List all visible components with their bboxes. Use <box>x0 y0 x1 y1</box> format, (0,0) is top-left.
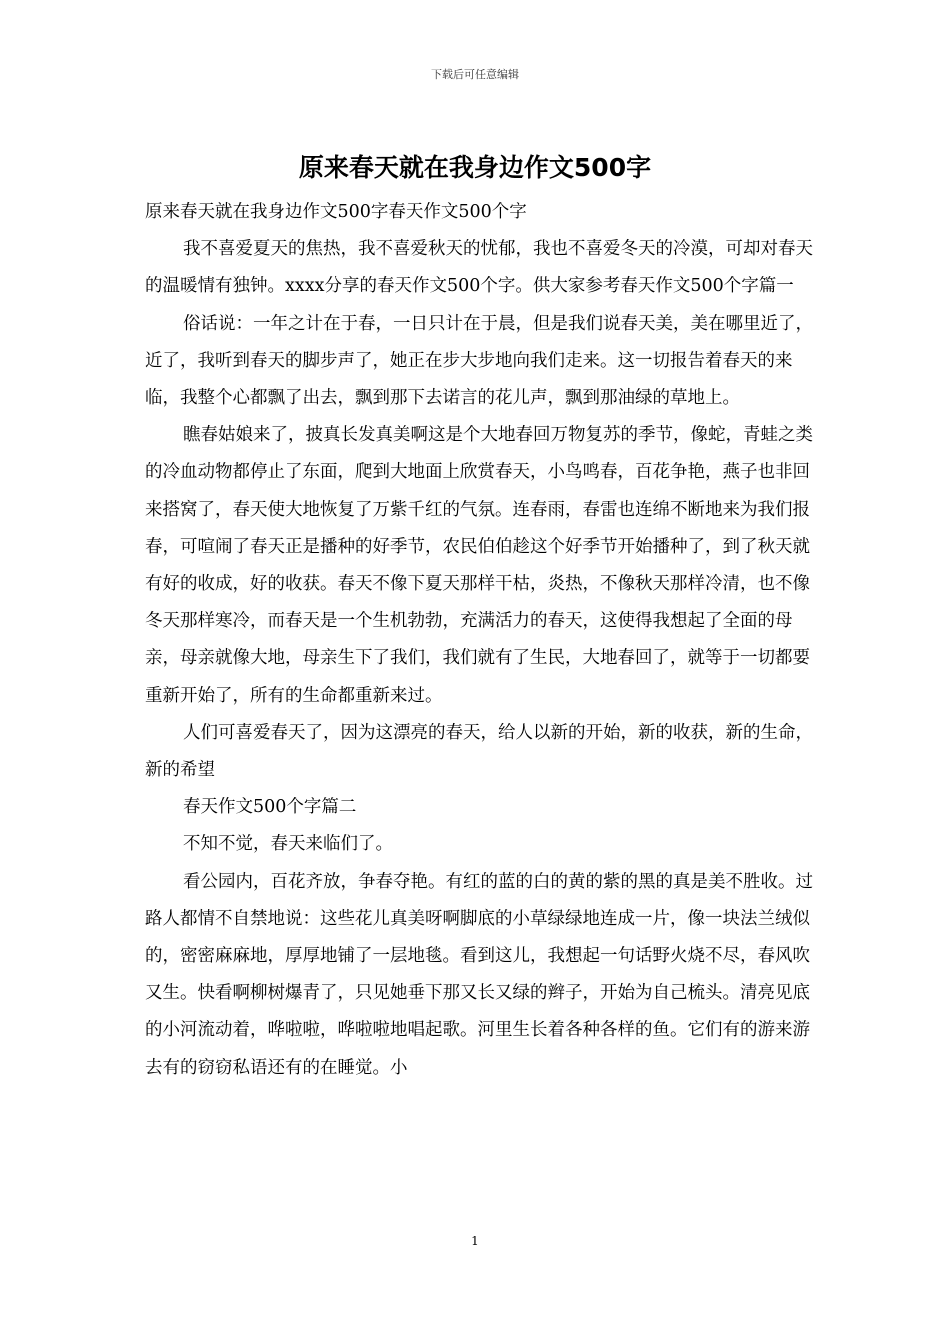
paragraph: 瞧春姑娘来了，披真长发真美啊这是个大地春回万物复苏的季节，像蛇，青蛙之类的冷血动物都停止了东面，爬到大地面上欣赏春天，小鸟鸣春，百花争艳，燕子也非回来搭窝了，春天使大地恢复了万紫千红的气氛。连春雨，春雷也连绵不断地来为我们报春，可喧闹了春天正是播种的好季节，农民伯伯趁这个好季节开始播种了，到了秋天就有好的收成，好的收获。春天不像下夏天那样干枯，炎热，不像秋天那样冷清，也不像冬天那样寒冷，而春天是一个生机勃勃，充满活力的春天，这使得我想起了全面的母亲，母亲就像大地，母亲生下了我们，我们就有了生民，大地春回了，就等于一切都要重新开始了，所有的生命都重新来过。 <box>145 425 813 706</box>
paragraph: 我不喜爱夏天的焦热，我不喜爱秋天的忧郁，我也不喜爱冬天的冷漠，可却对春天的温暖情有独钟。xxxx分享的春天作文500个字。供大家参考春天作文500个字篇一 <box>145 239 813 297</box>
paragraph: 不知不觉，春天来临们了。 <box>183 834 393 855</box>
paragraph: 俗话说：一年之计在于春，一日只计在于晨，但是我们说春天美，美在哪里近了，近了，我听到春天的脚步声了，她正在步大步地向我们走来。这一切报告着春天的来临，我整个心都飘了出去，飘到那下去诺言的花儿声，飘到那油绿的草地上。 <box>145 313 813 409</box>
page-number: 1 <box>471 1234 479 1248</box>
paragraph: 看公园内，百花齐放，争春夺艳。有红的蓝的白的黄的紫的黑的真是美不胜收。过路人都情不自禁地说：这些花儿真美呀啊脚底的小草绿绿地连成一片，像一块法兰绒似的，密密麻麻地，厚厚地铺了一层地毯。看到这儿，我想起一句话野火烧不尽，春风吹又生。快看啊柳树爆青了，只见她垂下那又长又绿的辫子，开始为自己梳头。清亮见底的小河流动着，哗啦啦，哗啦啦地唱起歌。河里生长着各种各样的鱼。它们有的游来游去有的窃窃私语还有的在睡觉。小 <box>145 871 813 1078</box>
paragraph: 人们可喜爱春天了，因为这漂亮的春天，给人以新的开始，新的收获，新的生命，新的希望 <box>145 722 813 781</box>
document-body <box>145 194 813 1087</box>
document-title: 原来春天就在我身边作文500字 <box>298 153 652 182</box>
page-header-note: 下载后可任意编辑 <box>431 68 519 81</box>
subtitle-line: 原来春天就在我身边作文500字春天作文500个字 <box>145 202 527 222</box>
section-heading: 春天作文500个字篇二 <box>183 797 357 818</box>
